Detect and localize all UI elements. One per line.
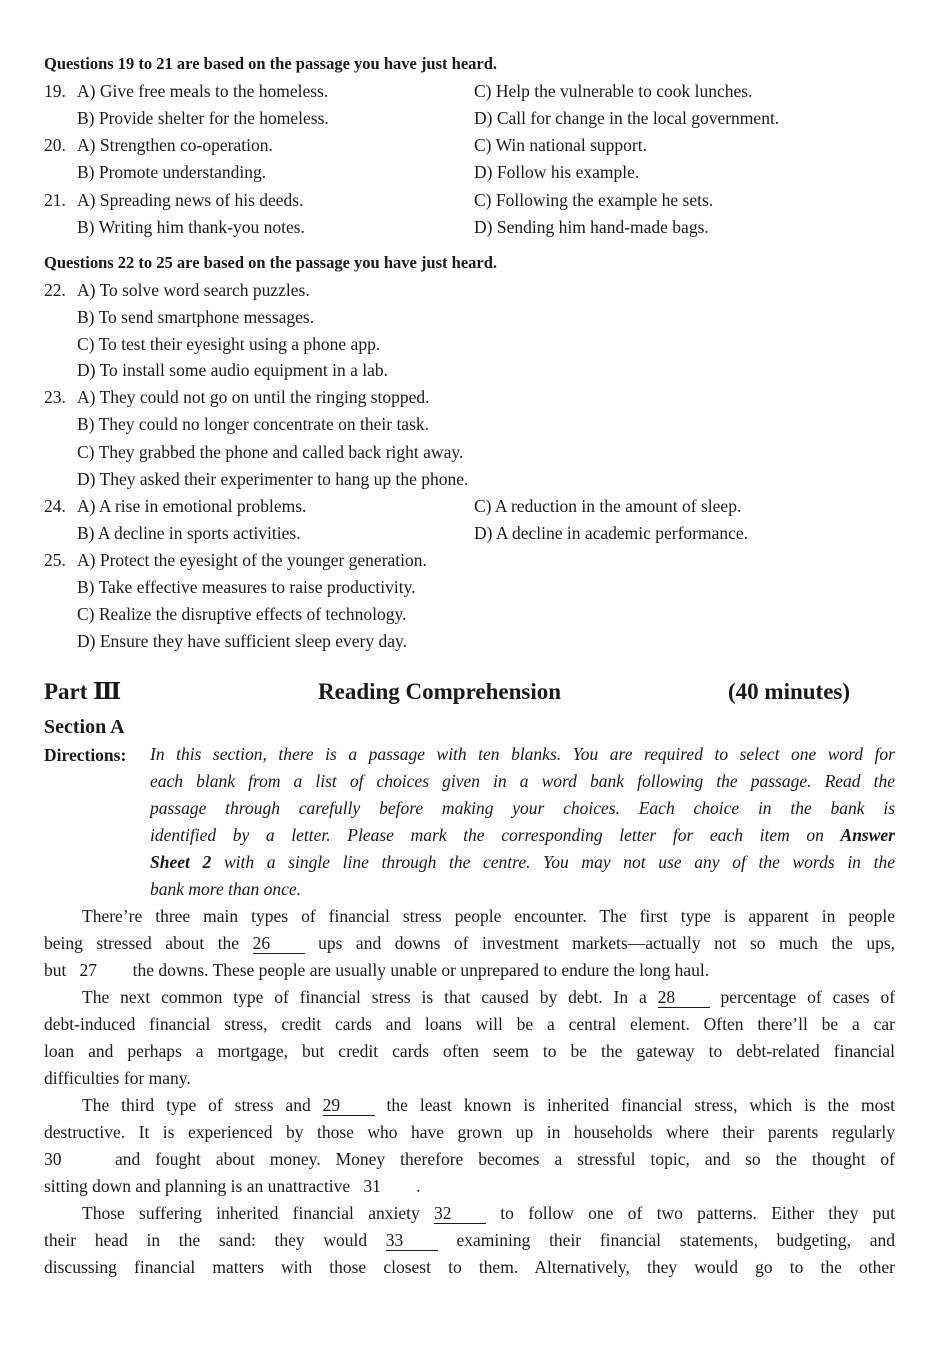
- option-letter: C): [77, 442, 95, 462]
- passage-line: [44, 1200, 895, 1227]
- passage-text: The next common type of financial stress is that caused by debt. In a: [82, 987, 647, 1007]
- option-23-a[interactable]: [77, 386, 430, 408]
- question-group-heading: Questions 19 to 21 are based on the passage you have just heard.: [44, 54, 498, 73]
- option-20-a[interactable]: [77, 134, 273, 156]
- passage-text: percentage of cases of: [720, 987, 896, 1007]
- option-text: Sending him hand-made bags.: [496, 217, 709, 237]
- option-19-b[interactable]: [77, 107, 329, 129]
- option-25-c[interactable]: [77, 603, 406, 625]
- passage-text: examining their financial statements, budgeting, and: [456, 1230, 896, 1250]
- option-text: Realize the disruptive effects of technology.: [98, 604, 407, 624]
- option-text: They could no longer concentrate on their task.: [98, 414, 430, 434]
- blank-32[interactable]: 32: [434, 1203, 486, 1224]
- option-text: Provide shelter for the homeless.: [98, 108, 329, 128]
- option-text: Follow his example.: [496, 162, 640, 182]
- passage-text: ups and downs of investment markets—actually not so much the ups,: [318, 933, 896, 953]
- option-text: To test their eyesight using a phone app.: [98, 334, 381, 354]
- question-number: 25.: [44, 550, 66, 570]
- answer-sheet-label: Sheet 2: [150, 852, 212, 872]
- option-23-c[interactable]: [77, 441, 463, 463]
- passage-text: the downs. These people are usually unable or unprepared to endure the long haul.: [132, 960, 710, 980]
- answer-label: Answer: [840, 825, 895, 845]
- part-title: Reading Comprehension: [318, 679, 562, 704]
- blank-33[interactable]: 33: [386, 1230, 438, 1251]
- option-letter: C): [474, 81, 492, 101]
- option-letter: B): [77, 523, 95, 543]
- blank-26[interactable]: 26: [253, 933, 305, 954]
- option-letter: C): [77, 604, 95, 624]
- option-letter: A): [77, 135, 96, 155]
- passage-line: There’re three main types of financial stress people encounter. The first type is apparent in people: [82, 906, 895, 926]
- passage-text: and fought about money. Money therefore becomes a stressful topic, and so the thought of: [114, 1149, 896, 1169]
- option-letter: D): [474, 217, 493, 237]
- option-letter: C): [474, 190, 492, 210]
- blank-29[interactable]: 29: [323, 1095, 375, 1116]
- option-letter: C): [474, 496, 492, 516]
- directions-label: Directions:: [44, 745, 127, 765]
- blank-27[interactable]: 27: [79, 960, 97, 980]
- passage-line: debt-induced financial stress, credit cards and loans will be a central element. Often there’ll be a car: [44, 1014, 895, 1034]
- directions-line: [150, 822, 895, 849]
- option-text: Give free meals to the homeless.: [99, 81, 329, 101]
- question-group-heading: Questions 22 to 25 are based on the passage you have just heard.: [44, 253, 498, 272]
- option-text: Call for change in the local government.: [496, 108, 780, 128]
- option-letter: C): [474, 135, 492, 155]
- option-letter: B): [77, 307, 95, 327]
- question-number: 22.: [44, 280, 66, 300]
- passage-text: their head in the sand: they would: [44, 1230, 368, 1250]
- passage-line: destructive. It is experienced by those who have grown up in households where their parents regularly: [44, 1122, 895, 1142]
- option-20-b[interactable]: [77, 161, 266, 183]
- passage-line: loan and perhaps a mortgage, but credit cards often seem to be the gateway to debt-related financial: [44, 1041, 895, 1061]
- reading-passage: [44, 903, 895, 1281]
- passage-line: [44, 930, 895, 957]
- blank-30[interactable]: 30: [44, 1149, 62, 1169]
- option-23-d[interactable]: [77, 468, 468, 490]
- option-text: They grabbed the phone and called back right away.: [98, 442, 464, 462]
- question-number: 20.: [44, 135, 66, 155]
- option-text: Ensure they have sufficient sleep every day.: [99, 631, 407, 651]
- option-21-a[interactable]: [77, 189, 304, 211]
- option-letter: D): [77, 469, 96, 489]
- option-19-c[interactable]: [474, 80, 752, 102]
- blank-31[interactable]: 31: [363, 1176, 381, 1196]
- passage-line: [44, 1227, 895, 1254]
- option-letter: B): [77, 108, 95, 128]
- passage-text: but: [44, 960, 67, 980]
- passage-line: [44, 957, 895, 984]
- option-24-b[interactable]: [77, 522, 301, 544]
- option-25-b[interactable]: [77, 576, 416, 598]
- passage-text: The third type of stress and: [82, 1095, 311, 1115]
- passage-text: sitting down and planning is an unattractive: [44, 1176, 351, 1196]
- option-letter: A): [77, 387, 96, 407]
- option-letter: B): [77, 414, 95, 434]
- option-text: To install some audio equipment in a lab.: [99, 360, 388, 380]
- option-text: A decline in sports activities.: [97, 523, 301, 543]
- option-24-a[interactable]: [77, 495, 306, 517]
- option-20-d[interactable]: [474, 161, 639, 183]
- question-number: 19.: [44, 81, 66, 101]
- option-text: To solve word search puzzles.: [99, 280, 310, 300]
- question-number: 24.: [44, 496, 66, 516]
- passage-text: the least known is inherited financial stress, which is the most: [386, 1095, 896, 1115]
- option-text: To send smartphone messages.: [98, 307, 315, 327]
- option-text: They could not go on until the ringing stopped.: [99, 387, 430, 407]
- option-letter: A): [77, 496, 96, 516]
- option-text: Following the example he sets.: [495, 190, 714, 210]
- option-letter: D): [474, 162, 493, 182]
- option-letter: B): [77, 217, 95, 237]
- option-24-d[interactable]: [474, 522, 748, 544]
- option-text: Protect the eyesight of the younger generation.: [99, 550, 427, 570]
- question-number: 23.: [44, 387, 66, 407]
- passage-line: [44, 984, 895, 1011]
- option-letter: A): [77, 190, 96, 210]
- option-19-d[interactable]: [474, 107, 779, 129]
- option-text: A reduction in the amount of sleep.: [494, 496, 742, 516]
- option-21-c[interactable]: [474, 189, 713, 211]
- option-letter: D): [77, 360, 96, 380]
- directions-line: [150, 849, 895, 876]
- part-label: Part Ⅲ: [44, 679, 122, 704]
- option-21-d[interactable]: [474, 216, 709, 238]
- passage-line: [44, 1173, 895, 1200]
- option-22-b[interactable]: [77, 306, 314, 328]
- option-text: Strengthen co-operation.: [99, 135, 273, 155]
- option-text: Writing him thank-you notes.: [98, 217, 305, 237]
- passage-line: difficulties for many.: [44, 1068, 191, 1088]
- option-24-c[interactable]: [474, 495, 741, 517]
- option-letter: B): [77, 162, 95, 182]
- directions-line: each blank from a list of choices given in a word bank following the passage. Read the: [150, 771, 895, 791]
- directions-line: passage through carefully before making your choices. Each choice in the bank is: [150, 798, 895, 818]
- option-22-a[interactable]: [77, 279, 310, 301]
- option-25-d[interactable]: [77, 630, 407, 652]
- option-21-b[interactable]: [77, 216, 305, 238]
- passage-line: discussing financial matters with those closest to them. Alternatively, they would go to the other: [44, 1257, 895, 1277]
- blank-28[interactable]: 28: [658, 987, 710, 1008]
- option-letter: A): [77, 550, 96, 570]
- option-text: Take effective measures to raise productivity.: [98, 577, 416, 597]
- directions-text-part: identified by a letter. Please mark the corresponding letter for each item on: [150, 825, 841, 845]
- option-letter: A): [77, 81, 96, 101]
- option-letter: D): [474, 108, 493, 128]
- option-text: They asked their experimenter to hang up the phone.: [99, 469, 469, 489]
- option-text: Promote understanding.: [98, 162, 267, 182]
- directions-text: [150, 741, 895, 903]
- option-text: Win national support.: [495, 135, 647, 155]
- passage-text: .: [416, 1176, 421, 1196]
- option-23-b[interactable]: [77, 413, 429, 435]
- option-text: Spreading news of his deeds.: [99, 190, 304, 210]
- directions-line: In this section, there is a passage with ten blanks. You are required to select one word for: [150, 744, 895, 764]
- option-19-a[interactable]: [77, 80, 328, 102]
- option-20-c[interactable]: [474, 134, 647, 156]
- option-letter: B): [77, 577, 95, 597]
- passage-text: to follow one of two patterns. Either they put: [500, 1203, 896, 1223]
- directions-line: bank more than once.: [150, 879, 301, 899]
- option-text: A decline in academic performance.: [495, 523, 749, 543]
- directions-text-part: with a single line through the centre. You may not use any of the words in the: [211, 852, 895, 872]
- option-text: Help the vulnerable to cook lunches.: [495, 81, 753, 101]
- passage-text: Those suffering inherited financial anxiety: [82, 1203, 420, 1223]
- option-letter: A): [77, 280, 96, 300]
- passage-line: [44, 1146, 895, 1173]
- part-time: (40 minutes): [728, 679, 851, 704]
- option-letter: D): [77, 631, 96, 651]
- question-number: 21.: [44, 190, 66, 210]
- option-25-a[interactable]: [77, 549, 427, 571]
- passage-line: [44, 1092, 895, 1119]
- option-letter: D): [474, 523, 493, 543]
- section-title: Section A: [44, 716, 125, 738]
- passage-text: being stressed about the: [44, 933, 240, 953]
- option-letter: C): [77, 334, 95, 354]
- option-text: A rise in emotional problems.: [98, 496, 307, 516]
- option-22-c[interactable]: [77, 333, 380, 355]
- option-22-d[interactable]: [77, 359, 388, 381]
